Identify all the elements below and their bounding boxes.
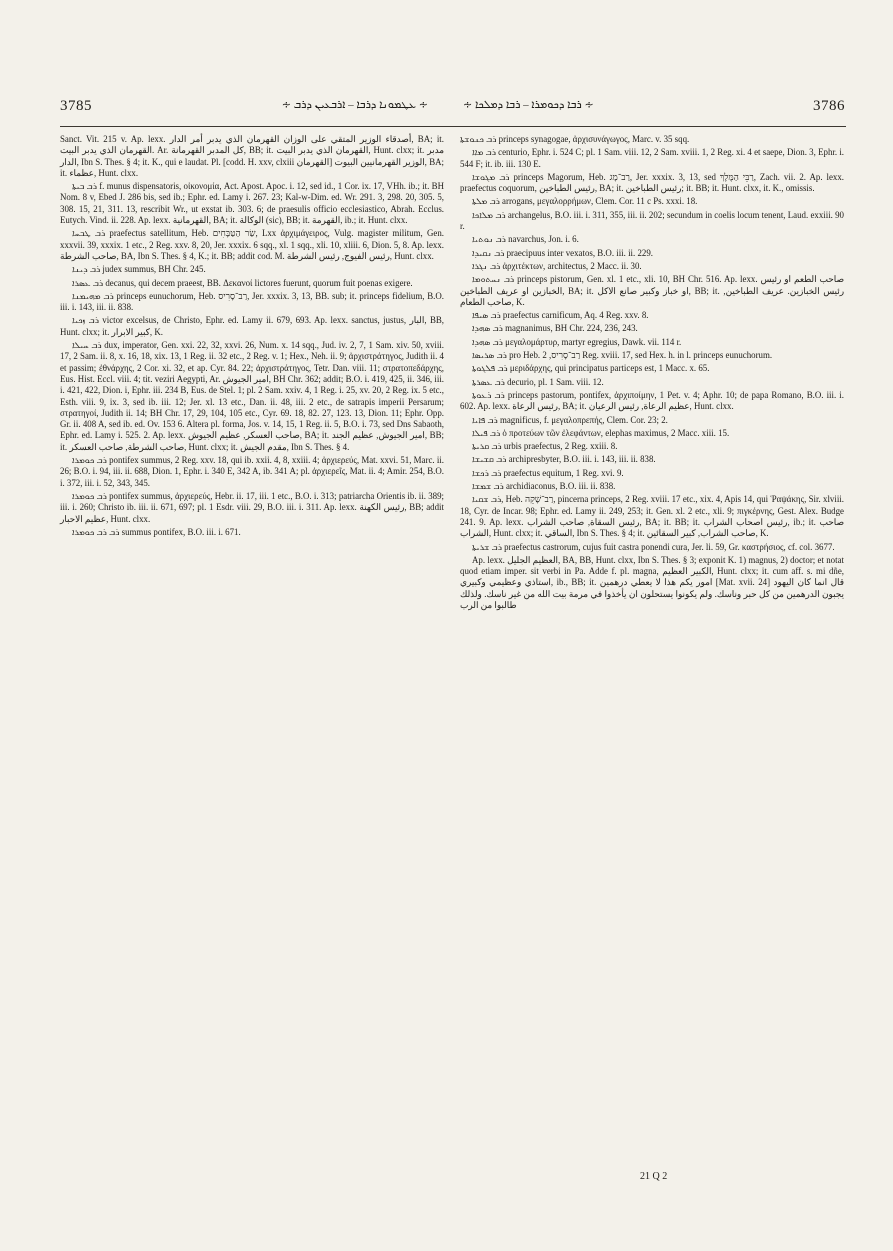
dictionary-entry: ܪܒ ܥܣܪܐ decanus, qui decem praeest, BB. Δεκανοί lictores fuerunt, quorum fuit poenas exigere.: [72, 277, 413, 288]
dictionary-entry: ܪܒ ܡܓܘܫܐ princeps Magorum, Heb. רַב־מָג, Jer. xxxix. 3, 13, sed רַבֵּי הַמֶּלֶךְ, Zach. vii. 2. Ap. lexx. praefectus coquorum, رئيس الطباخين, BA; it. رئيس الطباخين; it. BB; it. Hunt. clxx, it. K., omissis.: [460, 171, 845, 194]
dictionary-entry: ܪܒ ܩܪܝܬܐ urbis praefectus, 2 Reg. xxiii. 8.: [472, 441, 618, 452]
dictionary-entry: ܪܒ ܣܝܦܐ praefectus carnificum, Aq. 4 Reg. xxv. 8.: [472, 310, 649, 321]
dictionary-entry: ܪܒ ܢܚܬܘܡܐ princeps pistorum, Gen. xl. 1 etc., xli. 10, BH Chr. 516. Ap. lexx. صاحب الطعم او رئيس الخبازين او عريف الطباخين, BA; it. او خباز وكبير صانع الاكل, BB; it. رئيس الخبازين. عريف الطباخين, صاحب الطعام, K.: [460, 274, 844, 307]
left-column-number: 3785: [60, 98, 92, 114]
dictionary-entry: ܪܒ ܣܗܕܐ magnanimus, BH Chr. 224, 236, 243.: [472, 323, 638, 334]
dictionary-entry: Ap. lexx. العظيم الجليل, BA, BB, Hunt. clxx, Ibn S. Thes. § 3; exponit K. 1) magnus, 2) doctor; et notat quod etiam imper. sit verbi in Pa. Adde f. pl. magna, الكبير العظيم, Hunt. clxx; it. cum aff. s. mi dñe, استاذي وعظيمي وكبيري, ib., BB; it. امور يكم هذا لا يعطي درهمين [Mat. xvii. 24] قال انما كان اليهود يجبون الدرهمين من كل حبر وناسك. ولم يكونوا يستحلون ان يأخذوا في مرمة بيت الله من غير ناسك. ولذلك طالبوا من الرب: [460, 554, 844, 610]
right-column-number: 3786: [813, 98, 845, 114]
dictionary-entry: ܪܒ ܕܝܢܐ judex summus, BH Chr. 245.: [72, 264, 206, 275]
dictionary-entry: ܪܒ ܙܟܝܐ victor excelsus, de Christo, Ephr. ed. Lamy ii. 679, 693. Ap. lexx. sanctus, justus, البار, BB, Hunt. clxx; it. كبير الابرار, K.: [60, 315, 445, 337]
dictionary-entry: ܪܒ ܦܐܝܐ magnificus, f. μεγαλοπρεπής, Clem. Cor. 23; 2.: [472, 414, 668, 425]
dictionary-entry: ܪܒ ܦܝܠܐ ὁ πρoτεύων τῶν ἐλεφάντων, elephas maximus, 2 Macc. xiii. 15.: [472, 427, 730, 438]
left-running-title: ∻ ܥܛܡܘܢܐ ܕܪܒܐ – ܐܪܒܥܝܢ ܕܪܒ ∻: [281, 99, 428, 111]
dictionary-entry: ܪܒ ܛܒܚܐ praefectus satellitum, Heb. שַׂר הַטַּבָּחִים, Lxx ἀρχιμάγειρος, Vulg. magister militum, Gen. xxxvii. 39, xxxix. 1 etc., 2 Reg. xxv. 8, 20, Jer. xxxix. 6 sqq., xl. 1 sqq., xli. 10, xliii. 6, Dion. 5, 8. Ap. lexx. صاحب الشرطة, BA, Ibn S. Thes. § 4, K.; it. BB; addit cod. M. رئيس الفيوج, رئيس الشرطة, Hunt. clxx.: [60, 228, 444, 261]
dictionary-entry: ܪܒ ܫܪܝܬܐ praefectus castrorum, cujus fuit castra ponendi cura, Jer. li. 59, Gr. καστρήσιος, cf. col. 3677.: [472, 541, 835, 552]
dictionary-entry: ܪܒ ܪܒ ܟܘܡܪܐ summus pontifex, B.O. iii. i. 671.: [72, 526, 241, 537]
dictionary-entry: ܪܒ ܪܟܫܐ praefectus equitum, 1 Reg. xvi. 9.: [472, 467, 624, 478]
dictionary-entry: ܪܒ ܟܘܡܪܐ pontifex summus, ἀρχιερεύς, Hebr. ii. 17, iii. 1 etc., B.O. i. 313; patriarcha Orientis ib. ii. 389; iii. i. 260; Christo ib. iii. ii. 671, 697; pl. 1 Esdr. viii. 29, B.O. iii. i. 311. Ap. lexx. رئيس الكهنة, BB; addit عظيم الاحبار, Hunt. clxx.: [60, 490, 444, 524]
dictionary-entry: ܪܒ ܣܗܕܐ μεγαλομάρτυρ, martyr egregius, Dawk. vii. 114 r.: [472, 336, 682, 347]
dictionary-entry: Sanct. Vit. 215 v. Ap. lexx. أصدقاء الوزير المتقي على الوزان القهرمان الذي يدبر أمر الدار, BA; it. القهرمان الذي يدبر البيت. Ar. كل المدبر القهرمانة, BB; it. القهرمان الذي يدبر البيت, Hunt. clxx; it. مدبر الدار, Ibn S. Thes. § 4; it. K., qui e laudat. Pl. [codd. H. xxv, clxiii القهرمان] الوزير القهرمانيين البيوت, BA; it. عظماء, Hunt. clxx.: [60, 134, 445, 178]
left-column: [60, 134, 444, 540]
dictionary-entry: ܪܒ ܥܣܪܬܐ decurio, pl. 1 Sam. viii. 12.: [472, 376, 604, 387]
dictionary-entry: ܪܒ ܢܘܬܝܐ navarchus, Jon. i. 6.: [472, 234, 579, 245]
dictionary-entry: ܪܒ ܡܐܐ centurio, Ephr. i. 524 C; pl. 1 Sam. viii. 12, 2 Sam. xviii. 1, 2 Reg. xi. 4 et saepe, Dion. 3, Ephr. i. 544 F; it. ib. iii. 130 E.: [460, 147, 844, 169]
dictionary-entry: ܪܒ ܫܡܫܐ archidiaconus, B.O. iii. ii. 838.: [472, 481, 616, 492]
dictionary-entry: ܪܒ ܢܩܝܕܐ praecipuus inter vexatos, B.O. iii. ii. 229.: [472, 247, 653, 258]
left-page-header: [60, 98, 446, 118]
right-running-title: ∻ ܪܒܐ ܕܟܘܡܪܐ – ܪܒܐ ܕܡܠܟܐ ∻: [463, 99, 594, 111]
dictionary-entry: ܪܒ ܩܫܝܫܐ archipresbyter, B.O. iii. i. 143, iii. ii. 838.: [472, 454, 656, 465]
dictionary-entry: ܪܒ ܡܠܬܐ arrogans, μεγαλορρήμων, Clem. Cor. 11 c Ps. xxxi. 18.: [472, 196, 698, 207]
dictionary-entry: ܪܒ ܟܢܘܫܬܐ princeps synagogae, ἀρχισυνάγωγος, Marc. v. 35 sqq.: [460, 134, 690, 144]
dictionary-entry: ܪܒ ܪܥܘܬܐ princeps pastorum, pontifex, ἀρχιποίμην, 1 Pet. v. 4; Aphr. 10; de papa Romano, B.O. iii. i. 602. Ap. lexx. رئيس الرعاة, BA; it. عظيم الرعاة, رئيس الرعيان, Hunt. clxx.: [460, 389, 844, 412]
header-rule: [60, 126, 846, 127]
dictionary-entry: ܪܒ ܚܝܠܐ dux, imperator, Gen. xxi. 22, 32, xxvi. 26, Num. x. 14 sqq., Jud. iv. 2, 7, 1 Sam. xiv. 50, xviii. 17, 2 Sam. ii. 8, x. 16, 18, xix. 13, 1 Reg. ii. 32 etc., 2 Reg. v. 1; Hex., Neh. ii. 9; ἀρχιστράτηγος, Judith ii. 4 et passim; ἐθνάρχης, 2 Cor. xi. 32, et ap. Cyr. 84. 22; ἀρχιστράτηγος, Tetr. Dan. viii. 11; στρατοπεδάρχης, Eus. Hist. Eccl. viii. 4; tit. veziri Aegypti, Ar. امير الجيوش, BH Chr. 362; addit; B.O. i. 419, 425, ii. 346, iii. i. 421, 422, Dion. i, Ephr. iii. 234 B, Eus. de Stel. 1; pl. 2 Sam. xxiv. 4, 1 Reg. i. 25, xv. 20, 2 Reg. ix. 5 etc., Esth. viii. 9, ix. 3, sed ib. iii. 12; Jer. xl. 13 etc., Dan. ii. 48, iii. 2 etc., de satrapis imperii Persarum; στρατηγοί, Judith ii. 14; BH Chr. 17, 29, 104, 105 etc., Cyr. 69. 18, 82. 27, 123. 13, Dion. 11; Ephr. Opp. Gr. ii. 408 A, sed ib. ed. Ov. 153 6. Altera pl. forma, Jos. v. 14, 15, 1 Reg. ii. 5, B.O. i. 73, sed Dns Sabaoth, Ephr. ed. Lamy i. 525. 2. Ap. lexx. صاحب العسكر, عظيم الجيوش, BA; it. امير الجيوش, عظيم الجند, BB; it. صاحب الشرطة, صاحب العسكر, Hunt. clxx; it. مقدم الجيش, Ibn S. Thes. § 4.: [60, 340, 444, 452]
dictionary-entry: ܪܒ ܟܘܡܪܐ pontifex summus, 2 Reg. xxv. 18, qui ib. xxii. 4, 8, xxiii. 4; ἀρχιερεύς, Mat. xxvi. 51, Marc. ii. 26; B.O. i. 94, iii. ii. 688, Dion. 1, Ephr. i. 340 E, 342 A, ib. 341 A; pl. ἀρχιερεῖς, Mat. ii. 4; Amir. 254, B.O. i. 372, iii. i. 52, 343, 345.: [60, 455, 444, 488]
dictionary-entry: ܪܒ ܢܓܪܐ ἀρχιτέκτων, architectus, 2 Macc. ii. 30.: [472, 260, 642, 271]
right-page-header: [455, 98, 845, 118]
right-column: [460, 134, 844, 613]
dictionary-entry: ܪܒ ܦܠܓܘܬܐ μεριδάρχης, qui principatus particeps est, 1 Macc. x. 65.: [472, 363, 710, 374]
dictionary-entry: ܪܒ ܣܪܝܣܐ pro Heb. רַב־סָרִיס, 2 Reg. xviii. 17, sed Hex. h. in l. princeps eunuchorum.: [472, 350, 773, 361]
dictionary-entry: ܪܒ ܡܗܝܡܢܐ princeps eunuchorum, Heb. רַב־סָרִיס, Jer. xxxix. 3, 13, BB. sub; it. princeps fidelium, B.O. iii. i. 143, iii. ii. 838.: [60, 290, 444, 313]
dictionary-entry: ܪܒ ܡܠܐܟܐ archangelus, B.O. iii. i. 311, 355, iii. ii. 202; secundum in coelis locum tenent, Laud. exxiii. 90 r.: [460, 209, 844, 232]
dictionary-entry: ܪܒ ܒܝܬܐ f. munus dispensatoris, οἰκονομία, Act. Apost. Apoc. i. 12, sed id., 1 Cor. ix. 17, VHh. ib.; it. BH Nom. 8 v, Ebed J. 286 bis, sed ib.; Ephr. ed. Lamy i. 267. 23; Kal-w-Dim. ed. Wr. 291. 3, 298. 20, 305. 5, 308. 15, 21, 311. 13, rescribit Wr., ut exstat ib. 303. 6; de praesulis officio ecclesiastico, Abrah. Ecclus. Eutych. Vind. ii. 228. Ap. lexx. القهرمانية, BA; it. الوكالة (sic), BB; it. القهرمة, ib.; it. Hunt. clxx.: [60, 181, 444, 226]
dictionary-entry: ܪܒ ܫܩܝܐ, Heb. רַב־שָׁקֵה, pincerna princeps, 2 Reg. xviii. 17 etc., xix. 4, Apis 14, qui Ῥαψάκης, Sir. xlviii. 18, Cyr. de Incar. 98; Ephr. ed. Lamy ii. 249, 253; it. Gen. xl. 2 etc., xli. 9; πιγκέρνης, Gest. Alex. Budge 241. 9. Ap. lexx. رئيس السقاة, صاحب الشراب, BA; it. BB; it. رئيس اصحاب الشراب, ib.; it. صاحب الشراب, Hunt. clxx; it. الساقي, Ibn S. Thes. § 4; it. صاحب الشراب, كبير السقائين, K.: [460, 494, 844, 539]
signature-mark: 21 Q 2: [640, 1171, 668, 1182]
